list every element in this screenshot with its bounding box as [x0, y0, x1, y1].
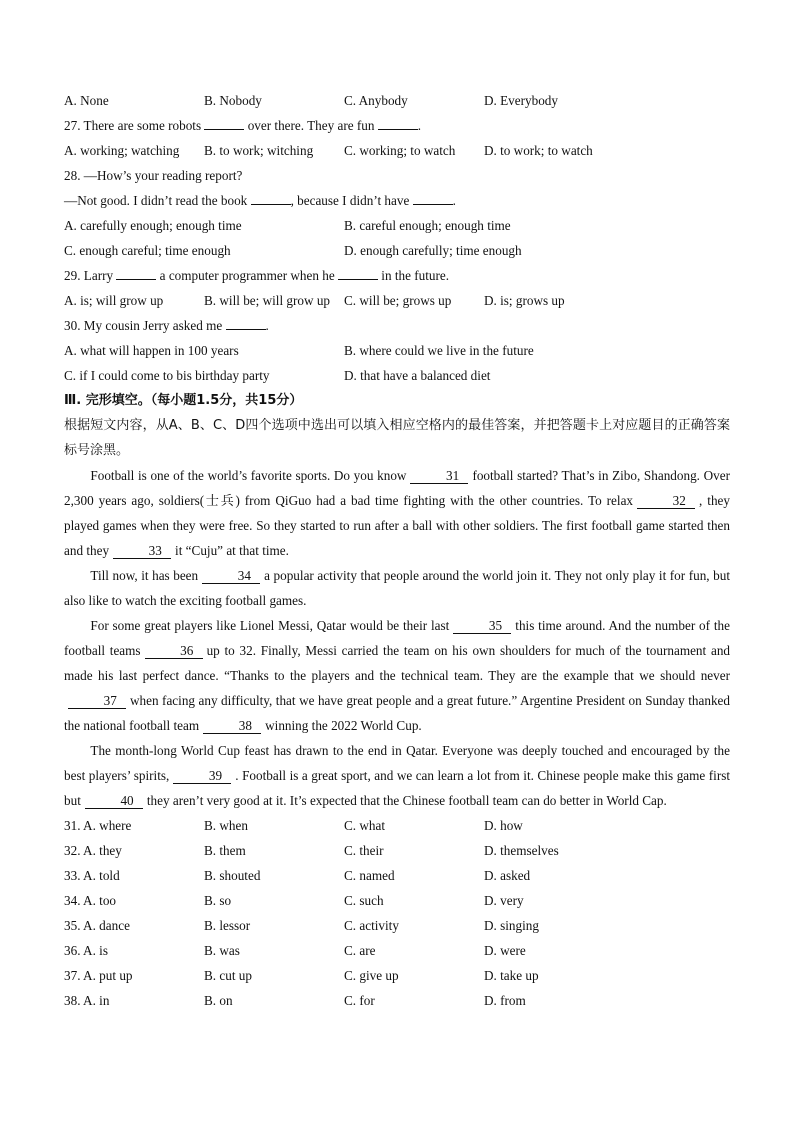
- q29-options: [64, 288, 730, 313]
- q33-option-a: 33. A. told: [64, 868, 120, 883]
- q26-option-d: D. Everybody: [484, 93, 558, 108]
- q29-blank-2: [338, 264, 378, 280]
- q27-text-b: over there. They are fun: [247, 118, 375, 133]
- q30-options-row2: [64, 363, 730, 388]
- q29-text-c: in the future.: [381, 268, 450, 283]
- q27-blank-2: [378, 114, 418, 130]
- q26-options: [64, 88, 730, 113]
- q28-text-c: .: [452, 193, 456, 208]
- q36-option-b: B. was: [204, 943, 240, 958]
- q30-text-c: .: [265, 318, 269, 333]
- q36-option-a: 36. A. is: [64, 943, 108, 958]
- q28-blank-2: [413, 189, 453, 205]
- q35-option-b: B. lessor: [204, 918, 251, 933]
- cloze-options-38: [64, 988, 730, 1013]
- q32-option-d: D. themselves: [484, 843, 559, 858]
- q26-option-a: A. None: [64, 93, 109, 108]
- q36-option-c: C. are: [344, 943, 376, 958]
- blank-37: 37: [68, 693, 126, 709]
- p1-text-d: it “Cuju” at that time.: [175, 543, 289, 558]
- section-instruction: 根据短文内容，从A、B、C、D四个选项中选出可以填入相应空格内的最佳答案，并把答题卡上对应题目的正确答案标号涂黑。: [64, 418, 730, 458]
- q30-blank-1: [226, 314, 266, 330]
- q33-option-c: C. named: [344, 868, 395, 883]
- p4-text-b: . Football is a great sport, and we can learn a lot from it. Chinese people make this game first but: [64, 768, 731, 808]
- q28-question: 28. —How’s your reading report?: [64, 168, 243, 183]
- exam-page: [64, 88, 730, 1013]
- q29-blank-1: [116, 264, 156, 280]
- q34-option-b: B. so: [204, 893, 232, 908]
- q27-option-a: A. working; watching: [64, 143, 180, 158]
- q37-option-c: C. give up: [344, 968, 399, 983]
- q32-option-a: 32. A. they: [64, 843, 122, 858]
- p3-text-c: up to 32. Finally, Messi carried the team on his own shoulders for much of the tournament and made his last perfect dance. “Thanks to the players and the technical team. They are the example that we should never: [64, 643, 731, 683]
- q35-option-a: 35. A. dance: [64, 918, 130, 933]
- passage-paragraph-1: [64, 463, 730, 563]
- q37-option-d: D. take up: [484, 968, 539, 983]
- p3-text-a: For some great players like Lionel Messi, Qatar would be their last: [90, 618, 450, 633]
- q27-option-b: B. to work; witching: [204, 143, 314, 158]
- q27-text-c: .: [417, 118, 422, 133]
- q27-option-c: C. working; to watch: [344, 143, 456, 158]
- blank-39: 39: [173, 768, 231, 784]
- q31-option-b: B. when: [204, 818, 248, 833]
- q27-options: [64, 138, 730, 163]
- q29-option-a: A. is; will grow up: [64, 293, 164, 308]
- q27-text-a: 27. There are some robots: [64, 118, 202, 133]
- q32-option-c: C. their: [344, 843, 384, 858]
- blank-40: 40: [85, 793, 143, 809]
- q30-option-a: A. what will happen in 100 years: [64, 343, 239, 358]
- q28-blank-1: [251, 189, 291, 205]
- blank-36: 36: [145, 643, 203, 659]
- q26-option-b: B. Nobody: [204, 93, 262, 108]
- blank-38: 38: [203, 718, 261, 734]
- cloze-options-33: [64, 863, 730, 888]
- q30-stem: [64, 313, 730, 338]
- q28-text-b: , because I didn’t have: [290, 193, 410, 208]
- p2-text-b: a popular activity that people around the world join it. They not only play it for fun, but also like to watch the exciting football games.: [64, 568, 730, 608]
- blank-32: 32: [637, 493, 695, 509]
- p4-text-c: they aren’t very good at it. It’s expected that the Chinese football team can do better in World Cap.: [146, 793, 667, 808]
- q31-option-c: C. what: [344, 818, 386, 833]
- p3-text-b: this time around. And the number of the football teams: [64, 618, 730, 658]
- q28-options-row2: [64, 238, 730, 263]
- q30-options-row1: [64, 338, 730, 363]
- q28-option-a: A. carefully enough; enough time: [64, 218, 242, 233]
- p2-text-a: Till now, it has been: [90, 568, 199, 583]
- q34-option-c: C. such: [344, 893, 384, 908]
- q33-option-d: D. asked: [484, 868, 531, 883]
- q28-option-c: C. enough careful; time enough: [64, 243, 231, 258]
- cloze-options-35: [64, 913, 730, 938]
- section-title: Ⅲ. 完形填空。（每小题1.5分，共15分）: [64, 393, 303, 408]
- q28-answer: [64, 188, 730, 213]
- cloze-options-36: [64, 938, 730, 963]
- q30-option-c: C. if I could come to bis birthday party: [64, 368, 270, 383]
- q31-option-d: D. how: [484, 818, 523, 833]
- cloze-options-37: [64, 963, 730, 988]
- passage-paragraph-3: [64, 613, 730, 738]
- q30-option-d: D. that have a balanced diet: [344, 368, 491, 383]
- q29-text-b: a computer programmer when he: [159, 268, 335, 283]
- p1-text-a: Football is one of the world’s favorite sports. Do you know: [90, 468, 407, 483]
- q38-option-c: C. for: [344, 993, 375, 1008]
- p4-text-a: The month-long World Cup feast has drawn to the end in Qatar. Everyone was deeply touched and encouraged by the best players’ spirits,: [64, 743, 730, 783]
- q38-option-d: D. from: [484, 993, 526, 1008]
- q27-option-d: D. to work; to watch: [484, 143, 593, 158]
- q34-option-d: D. very: [484, 893, 524, 908]
- passage-paragraph-4: [64, 738, 730, 813]
- q37-option-a: 37. A. put up: [64, 968, 133, 983]
- cloze-options: [64, 813, 730, 1013]
- blank-33: 33: [113, 543, 171, 559]
- q28-options-row1: [64, 213, 730, 238]
- q26-option-c: C. Anybody: [344, 93, 408, 108]
- q31-option-a: 31. A. where: [64, 818, 132, 833]
- q30-text-a: 30. My cousin Jerry asked me: [64, 318, 223, 333]
- blank-31: 31: [410, 468, 468, 484]
- q29-option-b: B. will be; will grow up: [204, 293, 331, 308]
- p3-text-e: winning the 2022 World Cup.: [265, 718, 422, 733]
- cloze-options-32: [64, 838, 730, 863]
- q29-stem: [64, 263, 730, 288]
- q35-option-d: D. singing: [484, 918, 539, 933]
- q28-option-d: D. enough carefully; time enough: [344, 243, 522, 258]
- q28-option-b: B. careful enough; enough time: [344, 218, 511, 233]
- q27-blank-1: [204, 114, 244, 130]
- q36-option-d: D. were: [484, 943, 526, 958]
- blank-34: 34: [202, 568, 260, 584]
- q35-option-c: C. activity: [344, 918, 399, 933]
- q38-option-b: B. on: [204, 993, 233, 1008]
- q38-option-a: 38. A. in: [64, 993, 110, 1008]
- q28-text-a: —Not good. I didn’t read the book: [64, 193, 248, 208]
- passage-paragraph-2: [64, 563, 730, 613]
- q29-option-d: D. is; grows up: [484, 293, 565, 308]
- q30-option-b: B. where could we live in the future: [344, 343, 534, 358]
- cloze-options-31: [64, 813, 730, 838]
- q34-option-a: 34. A. too: [64, 893, 117, 908]
- q29-option-c: C. will be; grows up: [344, 293, 452, 308]
- q33-option-b: B. shouted: [204, 868, 261, 883]
- q32-option-b: B. them: [204, 843, 246, 858]
- p1-text-c: , they played games when they were free. So they started to run after a ball with other soldiers. The first football game started then and they: [64, 493, 730, 558]
- cloze-options-34: [64, 888, 730, 913]
- q29-text-a: 29. Larry: [64, 268, 114, 283]
- q27-stem: [64, 113, 730, 138]
- p1-text-b: football started? That’s in Zibo, Shandong. Over 2,300 years ago, soldiers(士兵) from QiGuo had a bad time fighting with the other countries. To relax: [64, 468, 730, 508]
- blank-35: 35: [453, 618, 511, 634]
- p3-text-d: when facing any difficulty, that we have great people and a great future.” Argentine President on Sunday thanked the national football team: [64, 693, 730, 733]
- q37-option-b: B. cut up: [204, 968, 252, 983]
